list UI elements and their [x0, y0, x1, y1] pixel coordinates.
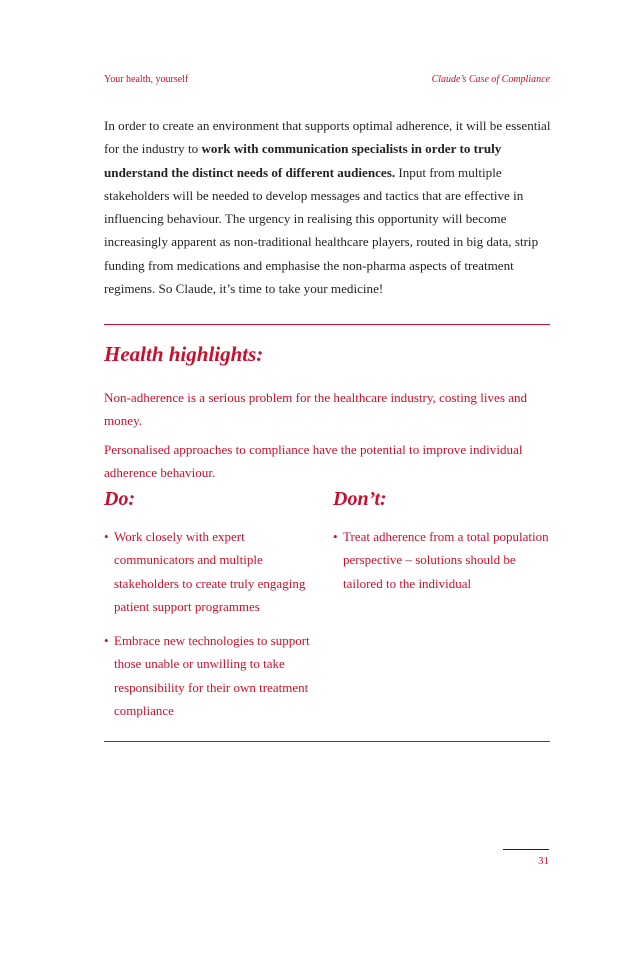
highlight-paragraph-2: Personalised approaches to compliance have the potential to improve individual adherence behaviour.: [104, 442, 523, 480]
dont-title: Don’t:: [333, 488, 387, 510]
header-right: Claude’s Case of Compliance: [431, 74, 550, 85]
do-item-text: Work closely with expert communicators and multiple stakeholders to create truly engaging patient support programmes: [114, 529, 306, 614]
dont-item-text: Treat adherence from a total population perspective – solutions should be tailored to the individual: [343, 529, 549, 591]
bullet-icon: •: [333, 529, 338, 544]
do-list: [104, 525, 324, 733]
do-item: [104, 525, 324, 618]
intro-paragraph: [104, 114, 554, 300]
do-title: Do:: [104, 488, 136, 510]
bullet-icon: •: [104, 633, 109, 649]
bullet-icon: •: [104, 529, 109, 544]
intro-text-1: In order to create an environment that supports optimal adherence, it will be essential for the industry to: [104, 118, 551, 157]
highlight-paragraph-1: Non-adherence is a serious problem for the healthcare industry, costing lives and money.: [104, 390, 528, 428]
page-number-rule: [503, 849, 549, 850]
do-item-text: Embrace new technologies to support those unable or unwilling to take responsibility for their own treatment compliance: [114, 633, 310, 719]
intro-bold: work with communication specialists in order to truly understand the distinct needs of different audiences.: [104, 141, 502, 180]
intro-text-2: Input from multiple stakeholders will be needed to develop messages and tactics that are effective in influencing behaviour. The urgency in realising this opportunity will become increasingly apparent as non-traditional healthcare players, routed in big data, strip funding from medications and emphasise the non-pharma aspects of treatment regimens. So Claude, it’s time to take your medicine!: [104, 164, 539, 297]
dont-item: [333, 525, 553, 595]
section-divider-top: [104, 324, 550, 325]
do-item: [104, 629, 324, 722]
running-header: [104, 74, 550, 85]
section-divider-bottom: [104, 741, 550, 742]
highlights-title: Health highlights:: [104, 342, 264, 366]
header-left: Your health, yourself: [104, 74, 189, 85]
dont-list: [333, 525, 553, 606]
page-number: 31: [538, 855, 549, 867]
